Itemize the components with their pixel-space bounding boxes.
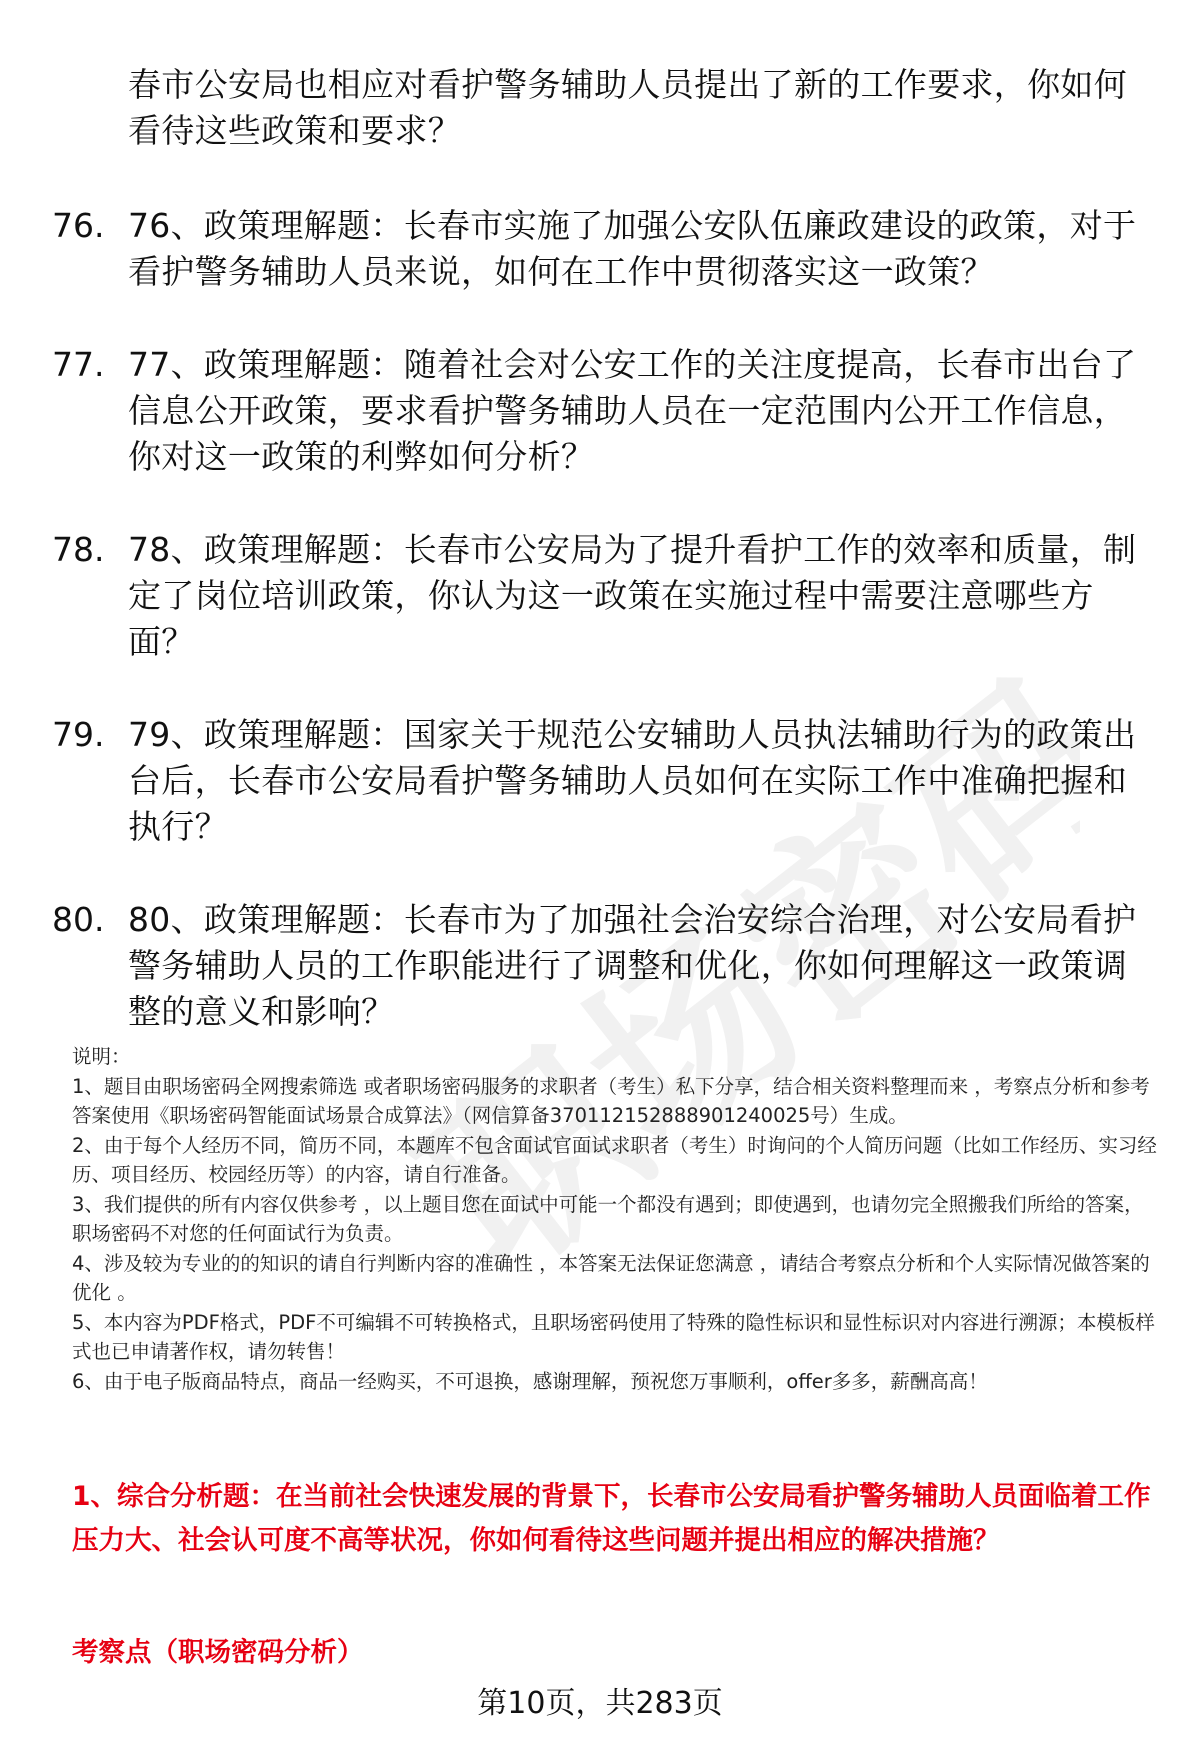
- note-item: 3、我们提供的所有内容仅供参考 ，以上题目您在面试中可能一个都没有遇到；即使遇到，也请勿完全照搬我们所给的答案，职场密码不对您的任何面试行为负责。: [72, 1192, 1144, 1245]
- question-list: [52, 62, 1152, 1082]
- question-number: 76.: [52, 206, 105, 245]
- question-number: 77.: [52, 345, 105, 384]
- highlighted-question: 1、综合分析题：在当前社会快速发展的背景下，长春市公安局看护警务辅助人员面临着工作压力大、社会认可度不高等状况，你如何看待这些问题并提出相应的解决措施？: [72, 1481, 1151, 1556]
- note-item: 2、由于每个人经历不同，简历不同，本题库不包含面试官面试求职者（考生）时询问的个人简历问题（比如工作经历、实习经历、项目经历、校园经历等）的内容，请自行准备。: [72, 1133, 1157, 1186]
- note-item: 6、由于电子版商品特点，商品一经购买，不可退换，感谢理解，预祝您万事顺利，offer多多，薪酬高高！: [72, 1369, 988, 1393]
- note-item: 4、涉及较为专业的的知识的请自行判断内容的准确性 ，本答案无法保证您满意 ，请结合考察点分析和个人实际情况做答案的优化 。: [72, 1251, 1150, 1304]
- question-item-77: [52, 342, 1152, 480]
- question-number: [52, 62, 128, 154]
- question-text: 79、政策理解题：国家关于规范公安辅助人员执法辅助行为的政策出台后，长春市公安局看护警务辅助人员如何在实际工作中准确把握和执行？: [128, 715, 1137, 846]
- question-text: 春市公安局也相应对看护警务辅助人员提出了新的工作要求，你如何看待这些政策和要求？: [128, 65, 1127, 150]
- question-number: 80.: [52, 900, 105, 939]
- watermark-text: 职场密码: [385, 640, 1080, 1260]
- question-item-80: [52, 897, 1152, 1035]
- question-text: 78、政策理解题：长春市公安局为了提升看护工作的效率和质量，制定了岗位培训政策，你认为这一政策在实施过程中需要注意哪些方面？: [128, 530, 1137, 661]
- note-item: 1、题目由职场密码全网搜索筛选 或者职场密码服务的求职者（考生）私下分享，结合相关资料整理而来 ，考察点分析和参考答案使用《职场密码智能面试场景合成算法》（网信算备370112152888901240025号）生成。: [72, 1074, 1150, 1127]
- disclaimer-notes: [72, 1042, 1157, 1396]
- notes-title: 说明：: [72, 1045, 131, 1068]
- note-item: 5、本内容为PDF格式，PDF不可编辑不可转换格式，且职场密码使用了特殊的隐性标识和显性标识对内容进行溯源；本模板样式也已申请著作权，请勿转售！: [72, 1310, 1155, 1363]
- question-text: 77、政策理解题：随着社会对公安工作的关注度提高，长春市出台了信息公开政策，要求看护警务辅助人员在一定范围内公开工作信息，你对这一政策的利弊如何分析？: [128, 345, 1137, 476]
- question-item-continued: [52, 62, 1152, 154]
- question-item-76: [52, 203, 1152, 295]
- question-text: 76、政策理解题：长春市实施了加强公安队伍廉政建设的政策，对于看护警务辅助人员来说，如何在工作中贯彻落实这一政策？: [128, 206, 1137, 291]
- question-item-79: [52, 712, 1152, 850]
- question-item-78: [52, 527, 1152, 665]
- question-text: 80、政策理解题：长春市为了加强社会治安综合治理，对公安局看护警务辅助人员的工作职能进行了调整和优化，你如何理解这一政策调整的意义和影响？: [128, 900, 1137, 1031]
- question-number: 78.: [52, 530, 105, 569]
- question-number: 79.: [52, 715, 105, 754]
- page-number: 第10页，共283页: [477, 1686, 723, 1721]
- assessment-point-heading: 考察点（职场密码分析）: [72, 1637, 364, 1668]
